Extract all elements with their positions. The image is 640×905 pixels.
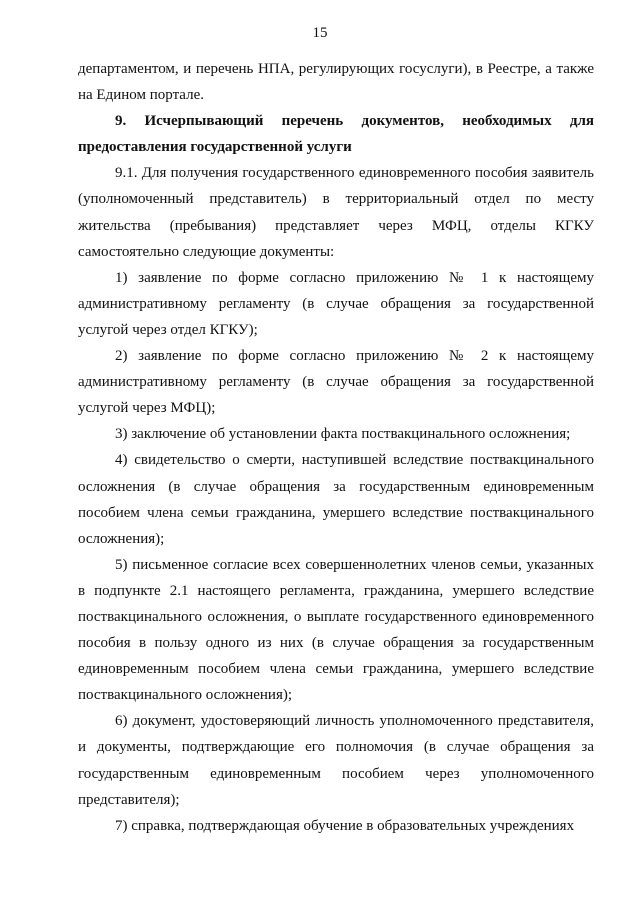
list-item-2: 2) заявление по форме согласно приложению № 2 к настоящему административному регламенту (в случае обращения за государственной услугой через МФЦ); [78, 348, 594, 417]
paragraph-9-1: 9.1. Для получения государственного единовременного пособия заявитель (уполномоченный представитель) в территориальный отдел по месту жительства (пребывания) представляет через МФЦ, отделы КГКУ самостоятельно следующие документы: [78, 165, 594, 260]
page-number: 15 [312, 25, 328, 41]
list-item-1: 1) заявление по форме согласно приложению № 1 к настоящему административному регламенту (в случае обращения за государственной услугой через отдел КГКУ); [78, 269, 594, 338]
list-item-6: 6) документ, удостоверяющий личность уполномоченного представителя, и документы, подтверждающие его полномочия (в случае обращения за государственным единовременным пособием через уполномоченного представителя); [78, 713, 594, 808]
list-item-4: 4) свидетельство о смерти, наступившей вследствие поствакцинального осложнения (в случае обращения за государственным единовременным пособием члена семьи гражданина, умершего вследствие поствакцинального осложнения); [78, 452, 594, 547]
list-item-5: 5) письменное согласие всех совершеннолетних членов семьи, указанных в подпункте 2.1 настоящего регламента, гражданина, умершего вследствие поствакцинального осложнения, о выплате государственного единовременного пособия в пользу одного из них (в случае обращения за государственным единовременным пособием члена семьи гражданина, умершего вследствие поствакцинального осложнения); [78, 556, 594, 704]
list-item-3: 3) заключение об установлении факта поствакцинального осложнения; [115, 426, 571, 443]
list-item-7: 7) справка, подтверждающая обучение в образовательных учреждениях [115, 817, 575, 834]
document-body [78, 56, 594, 839]
section-heading: 9. Исчерпывающий перечень документов, необходимых для предоставления государственной услуги [78, 113, 594, 156]
paragraph-continuation: департаментом, и перечень НПА, регулирующих госуслуги), в Реестре, а также на Едином портале. [78, 61, 594, 104]
